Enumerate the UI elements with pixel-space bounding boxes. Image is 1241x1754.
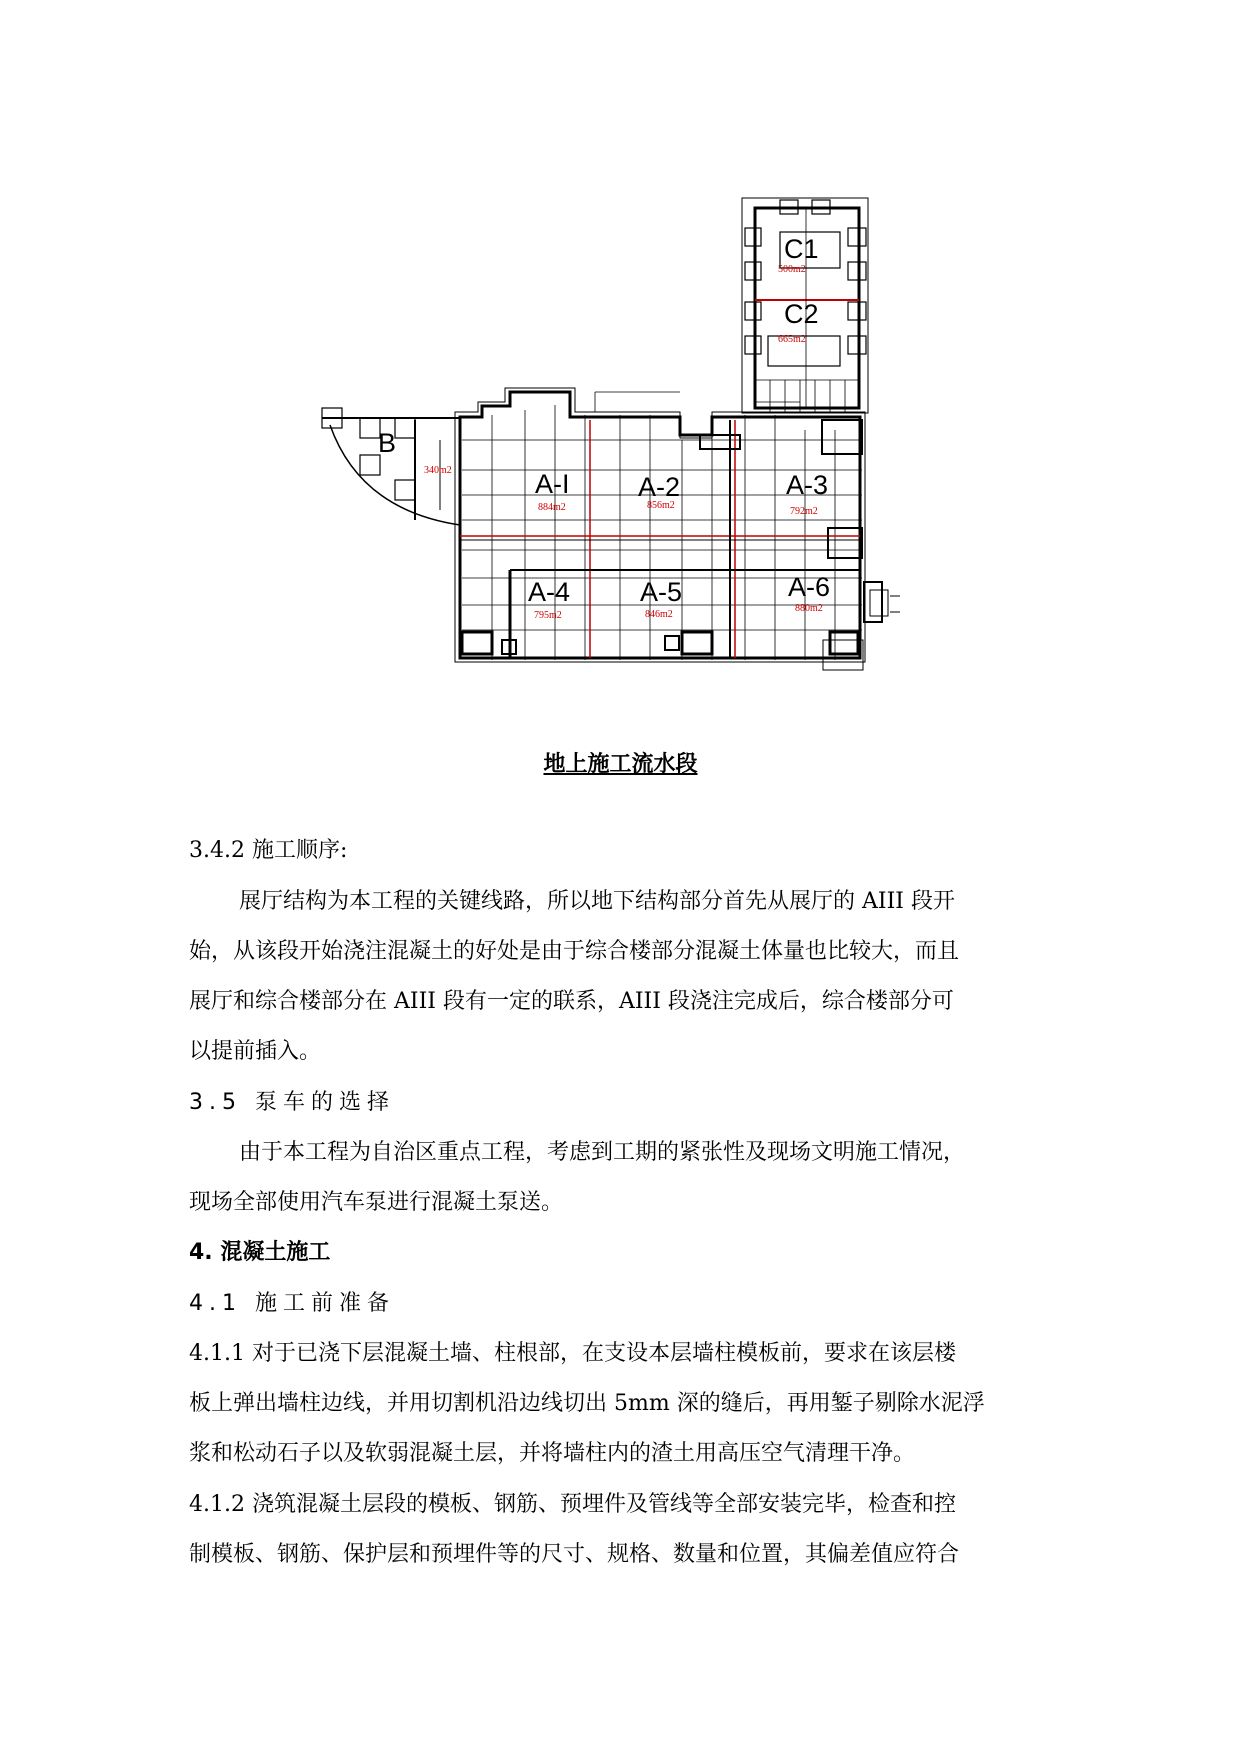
zone-label-a2: A-2 <box>638 472 681 502</box>
figure-caption: 地上施工流水段 <box>543 751 698 777</box>
paragraph-line: 现场全部使用汽车泵进行混凝土泵送。 <box>189 1190 564 1215</box>
paragraph-line: 制模板、钢筋、保护层和预埋件等的尺寸、规格、数量和位置，其偏差值应符合 <box>189 1542 960 1567</box>
zone-area-a1: 884m2 <box>538 502 566 513</box>
zone-label-c1: C1 <box>784 234 819 264</box>
paragraph-line: 浆和松动石子以及软弱混凝土层，并将墙柱内的渣土用高压空气清理干净。 <box>189 1441 916 1466</box>
structural-grid <box>462 405 862 660</box>
zone-area-a3: 792m2 <box>790 506 818 517</box>
zone-label-a1: A-I <box>535 469 570 499</box>
construction-flow-plan-drawing <box>0 0 1241 720</box>
zone-label-c2: C2 <box>784 299 819 329</box>
zone-area-c1: 500m2 <box>778 264 806 275</box>
zone-area-b: 340m2 <box>424 465 452 476</box>
paragraph-line: 由于本工程为自治区重点工程，考虑到工期的紧张性及现场文明施工情况， <box>239 1140 966 1165</box>
section-3-4-2-heading: 3.4.2 施工顺序: <box>189 838 348 863</box>
zone-label-a5: A-5 <box>640 577 683 607</box>
paragraph-line: 展厅结构为本工程的关键线路，所以地下结构部分首先从展厅的 AIII 段开 <box>239 889 955 914</box>
paragraph-line: 始，从该段开始浇注混凝土的好处是由于综合楼部分混凝土体量也比较大，而且 <box>189 939 960 964</box>
paragraph-line: 4.1.2 浇筑混凝土层段的模板、钢筋、预埋件及管线等全部安装完毕，检查和控 <box>189 1492 956 1517</box>
zone-area-a2: 856m2 <box>647 500 675 511</box>
zone-area-a4: 795m2 <box>534 610 562 621</box>
zone-area-a5: 846m2 <box>645 609 673 620</box>
zone-label-a6: A-6 <box>788 572 831 602</box>
paragraph-line: 4.1.1 对于已浇下层混凝土墙、柱根部，在支设本层墙柱模板前，要求在该层楼 <box>189 1341 956 1366</box>
paragraph-line: 以提前插入。 <box>189 1039 322 1064</box>
main-building-outline <box>455 388 865 662</box>
paragraph-line: 展厅和综合楼部分在 AIII 段有一定的联系，AIII 段浇注完成后，综合楼部分可 <box>189 989 954 1014</box>
zone-area-a6: 880m2 <box>795 603 823 614</box>
section-4-heading: 4. 混凝土施工 <box>189 1240 331 1265</box>
zone-label-b: B <box>378 428 397 458</box>
zone-area-c2: 665m2 <box>778 334 806 345</box>
paragraph-line: 板上弹出墙柱边线，并用切割机沿边线切出 5mm 深的缝后，再用錾子剔除水泥浮 <box>189 1391 985 1416</box>
section-3-5-heading: 3.5 泵车的选择 <box>189 1090 395 1115</box>
zone-label-a3: A-3 <box>786 470 829 500</box>
section-4-1-heading: 4.1 施工前准备 <box>189 1291 395 1316</box>
zone-label-a4: A-4 <box>528 577 571 607</box>
